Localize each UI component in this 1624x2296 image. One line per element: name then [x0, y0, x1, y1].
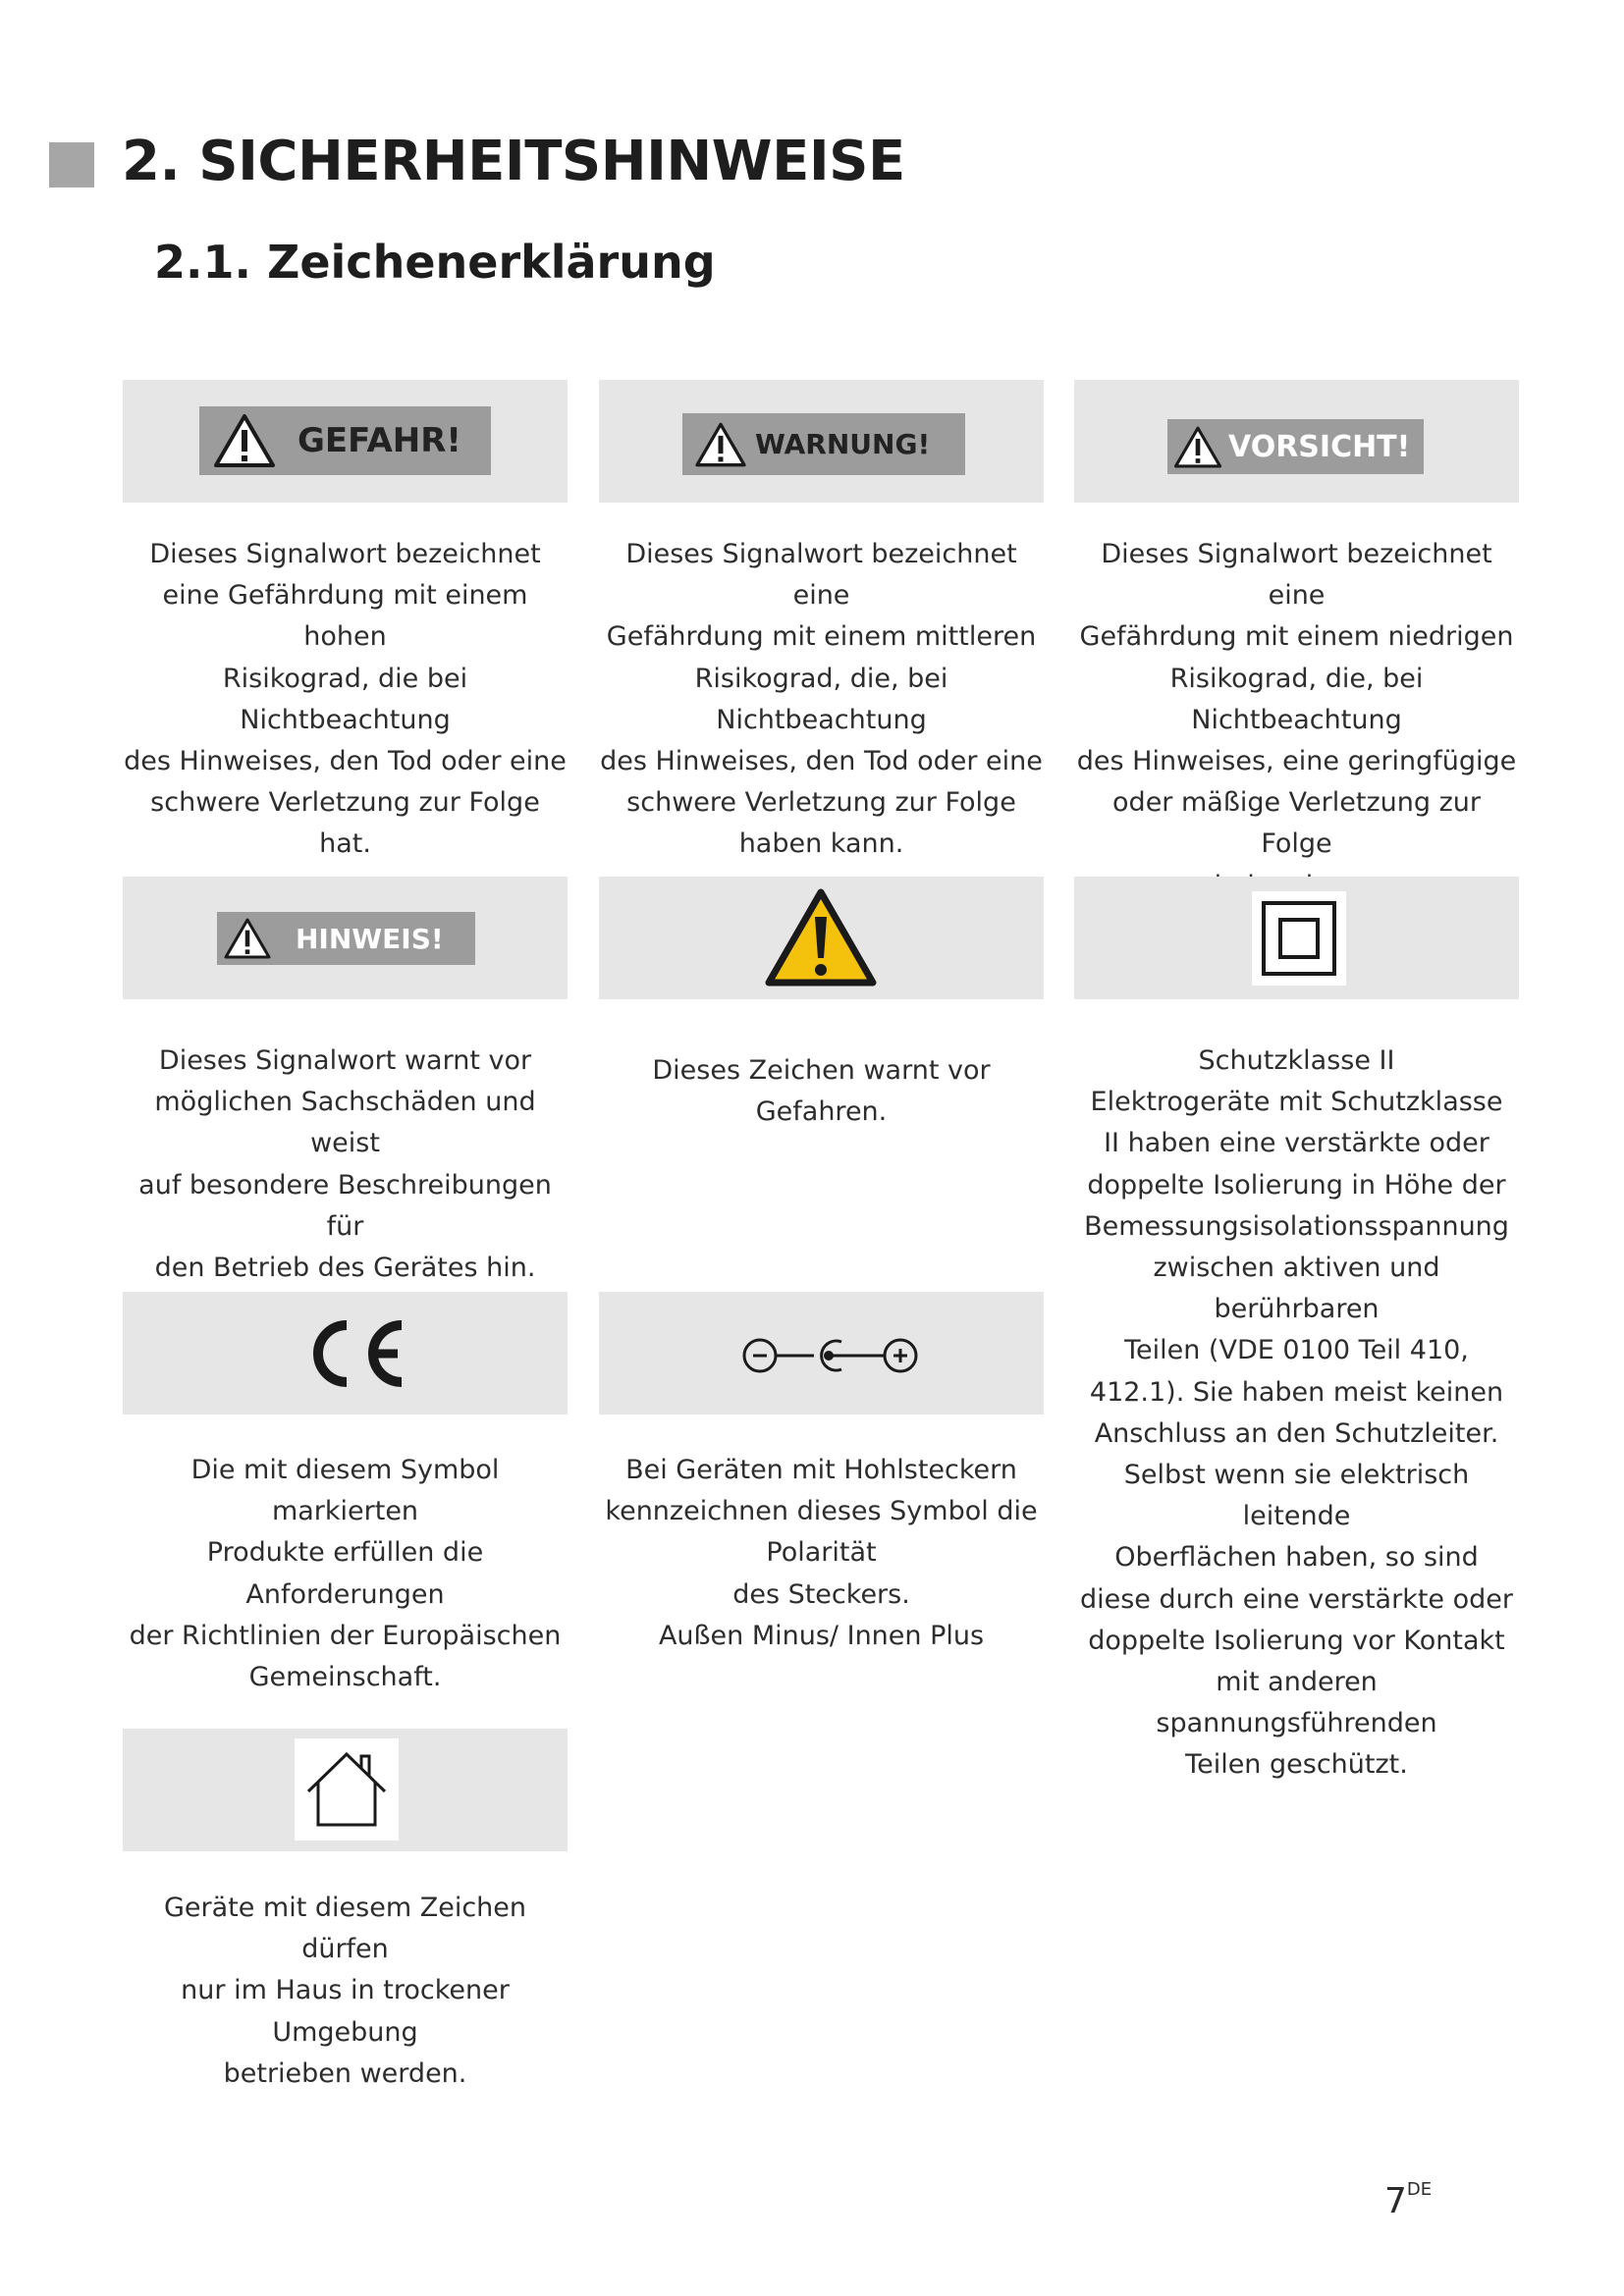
symbol-panel-gefahr	[123, 380, 568, 503]
warnung-badge	[682, 413, 965, 475]
polarity-description: Bei Geräten mit Hohlsteckern kennzeichnen dieses Symbol die Polarität des Steckers. Außen Minus/ Innen Plus	[605, 1455, 1038, 1651]
section-marker	[49, 142, 94, 187]
ce-description: Die mit diesem Symbol markierten Produkte erfüllen die Anforderungen der Richtlinien der Europäischen Gemeinschaft.	[129, 1455, 562, 1693]
warning-triangle-icon	[694, 421, 747, 468]
symbol-panel-polarity	[599, 1292, 1044, 1415]
section-title: 2. SICHERHEITSHINWEISE	[122, 130, 905, 193]
language-code: DE	[1406, 2179, 1433, 2200]
protection-class-ii-icon	[1252, 891, 1346, 986]
ce-mark-icon	[299, 1317, 409, 1390]
protection-class-description: Schutzklasse II Elektrogeräte mit Schutzklasse II haben eine verstärkte oder doppelte Isolierung in Höhe der Bemessungsisolationsspannung zwischen aktiven und berührbaren Teilen (VDE 0100 Teil 410, 412.1). Sie haben meist keinen Anschluss an den Schutzleiter. Selbst wenn sie elektrisch leitende Oberflächen haben, so sind diese durch eine verstärkte oder doppelte Isolierung vor Kontakt mit anderen spannungsführenden Teilen geschützt.	[1079, 1045, 1513, 1781]
house-icon	[295, 1738, 399, 1841]
vorsicht-badge	[1167, 419, 1424, 474]
warning-triangle-icon	[1173, 425, 1222, 469]
warnung-label: WARNUNG!	[755, 428, 931, 460]
symbol-panel-hinweis	[123, 877, 568, 999]
page-number: 7DE	[1384, 2179, 1433, 2221]
symbol-panel-vorsicht	[1074, 380, 1519, 503]
warning-triangle-icon	[213, 412, 276, 469]
polarity-icon	[741, 1334, 920, 1377]
symbol-panel-protection-class	[1074, 877, 1519, 999]
gefahr-label: GEFAHR!	[298, 421, 461, 460]
symbol-panel-warnung	[599, 380, 1044, 503]
house-description: Geräte mit diesem Zeichen dürfen nur im Haus in trockener Umgebung betrieben werden.	[163, 1893, 527, 2089]
symbol-panel-ce	[123, 1292, 568, 1415]
hinweis-badge	[217, 912, 475, 965]
hinweis-description: Dieses Signalwort warnt vor möglichen Sachschäden und weist auf besondere Beschreibungen für den Betrieb des Gerätes hin.	[138, 1045, 552, 1284]
symbol-panel-house	[123, 1729, 568, 1851]
subsection-title: 2.1. Zeichenerklärung	[154, 236, 716, 289]
warning-sign-description: Dieses Zeichen warnt vor Gefahren.	[652, 1055, 991, 1128]
warning-triangle-icon	[223, 917, 272, 960]
vorsicht-label: VORSICHT!	[1228, 429, 1411, 464]
gefahr-description: Dieses Signalwort bezeichnet eine Gefährdung mit einem hohen Risikograd, die bei Nichtbeachtung des Hinweises, den Tod oder eine schwere Verletzung zur Folge hat.	[124, 539, 567, 860]
warnung-description: Dieses Signalwort bezeichnet eine Gefährdung mit einem mittleren Risikograd, die, bei Nichtbeachtung des Hinweises, den Tod oder eine schwere Verletzung zur Folge haben kann.	[600, 539, 1043, 860]
yellow-warning-sign-icon	[764, 887, 878, 988]
gefahr-badge	[199, 406, 491, 475]
hinweis-label: HINWEIS!	[296, 922, 444, 955]
symbol-panel-warning-sign	[599, 877, 1044, 999]
vorsicht-description: Dieses Signalwort bezeichnet eine Gefährdung mit einem niedrigen Risikograd, die, bei Nichtbeachtung des Hinweises, eine geringfügige oder mäßige Verletzung zur Folge	[1076, 539, 1517, 860]
